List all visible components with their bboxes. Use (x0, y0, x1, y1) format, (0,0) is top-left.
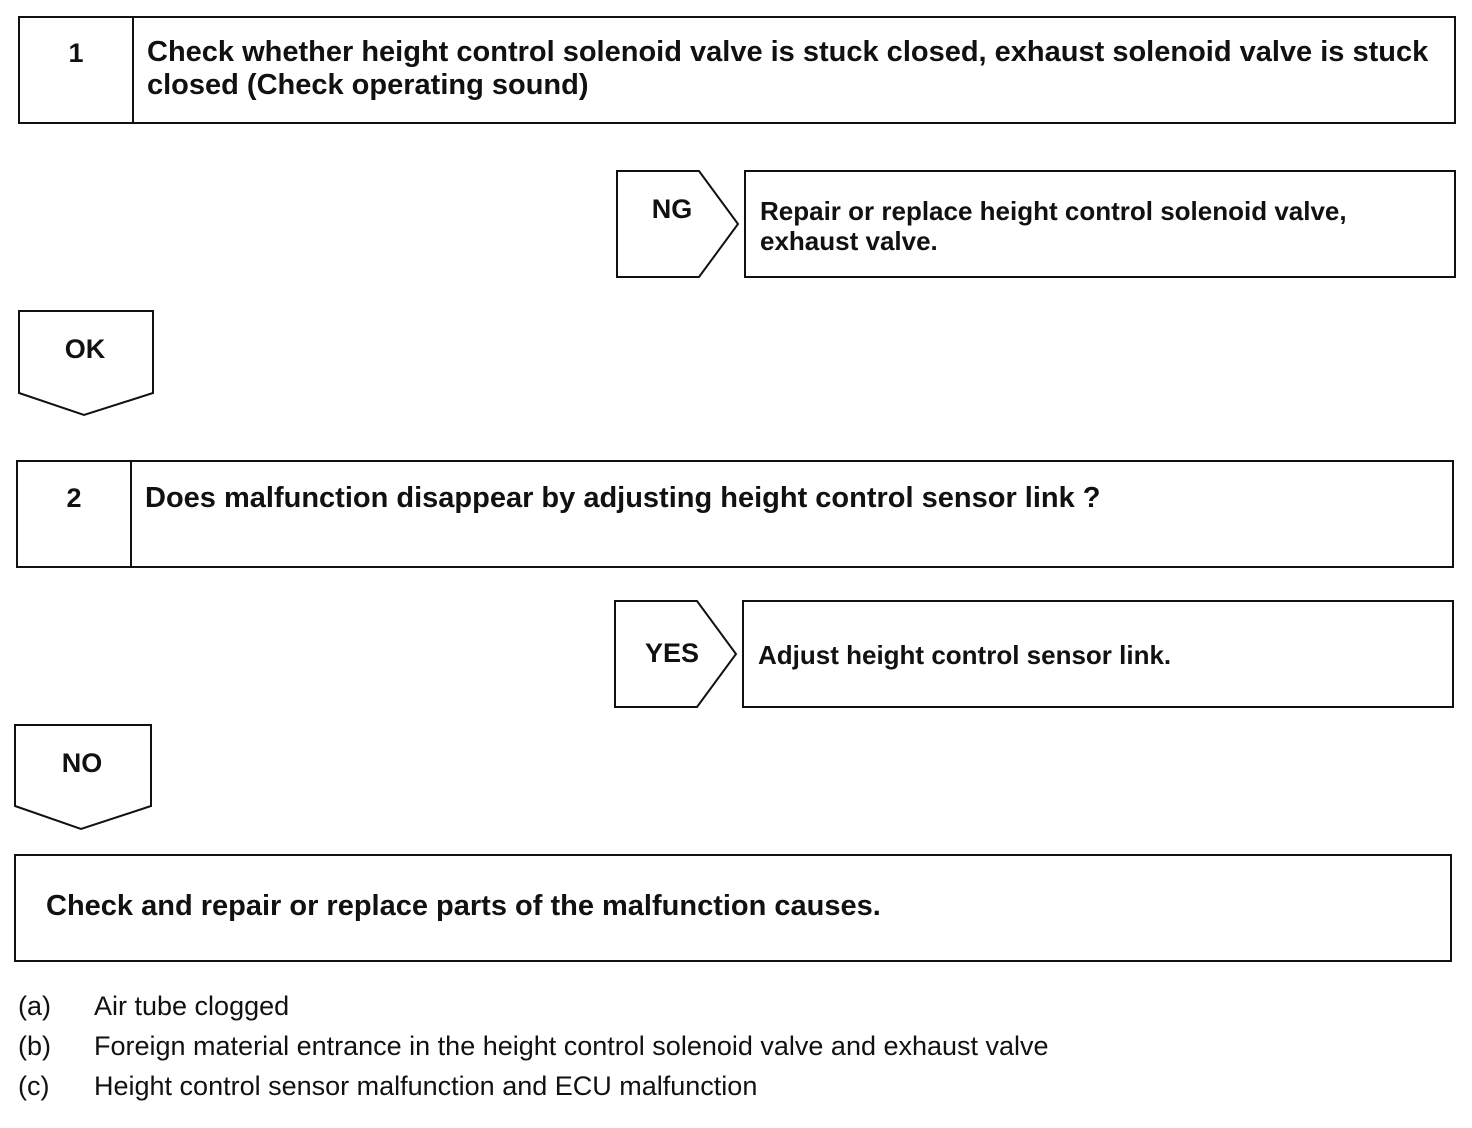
step-2-number: 2 (18, 462, 132, 566)
no-arrow-shape (14, 724, 154, 834)
causes-list (18, 986, 1049, 1106)
ng-result-text: Repair or replace height control solenoid valve, exhaust valve. (760, 196, 1347, 256)
cause-letter: (a) (18, 991, 51, 1021)
final-action-text: Check and repair or replace parts of the malfunction causes. (46, 890, 881, 922)
cause-letter: (b) (18, 1031, 51, 1061)
final-action-box (14, 854, 1452, 962)
yes-result-box (742, 600, 1454, 708)
ng-label: NG (651, 194, 693, 224)
cause-text: Air tube clogged (94, 991, 290, 1021)
ng-arrow-shape (616, 170, 742, 280)
ok-arrow-shape (18, 310, 156, 420)
cause-item (18, 1066, 1049, 1106)
cause-item (18, 1026, 1049, 1066)
cause-text: Height control sensor malfunction and ECU malfunction (94, 1071, 758, 1101)
cause-text: Foreign material entrance in the height control solenoid valve and exhaust valve (94, 1031, 1049, 1061)
cause-letter: (c) (18, 1071, 50, 1101)
ng-result-box (744, 170, 1456, 278)
step-1-box (18, 16, 1456, 124)
step-1-number: 1 (20, 18, 134, 122)
yes-label: YES (644, 638, 700, 668)
cause-item (18, 986, 1049, 1026)
step-2-text: Does malfunction disappear by adjusting height control sensor link ? (145, 482, 1101, 514)
no-label: NO (61, 748, 103, 778)
step-1-text: Check whether height control solenoid valve is stuck closed, exhaust solenoid valve is stuck closed (Check operating sound) (147, 36, 1429, 101)
yes-result-text: Adjust height control sensor link. (758, 640, 1172, 670)
ok-label: OK (64, 334, 106, 364)
step-2-box (16, 460, 1454, 568)
